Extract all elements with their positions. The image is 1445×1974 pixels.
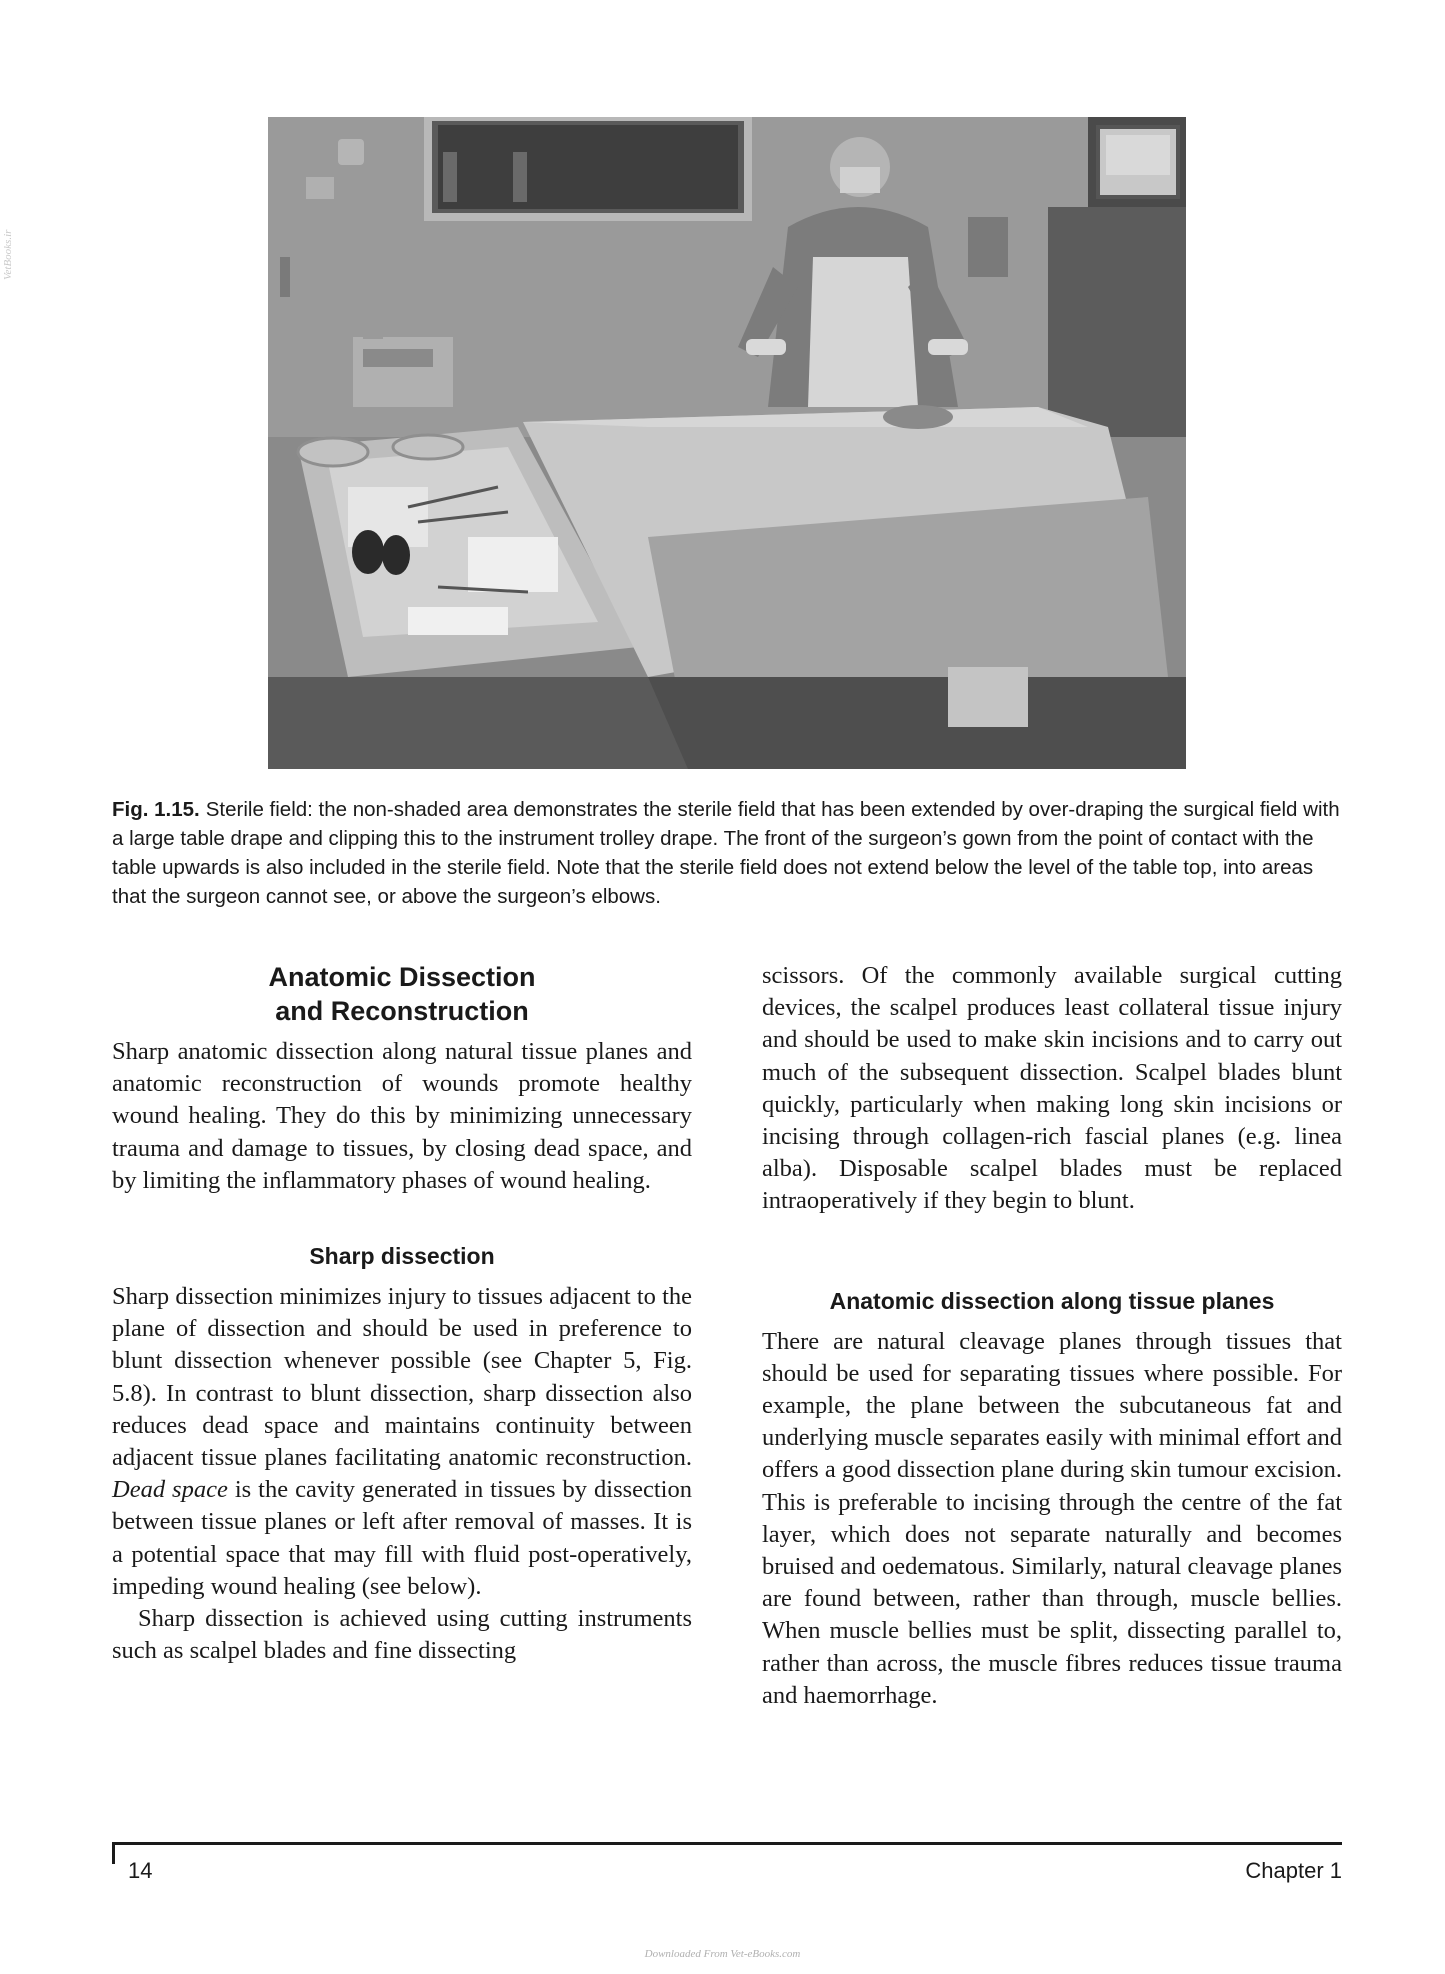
footer-corner-mark (112, 1842, 115, 1864)
cutting-instruments-paragraph: Sharp dissection is achieved using cutting instruments such as scalpel blades and fine dissecting (112, 1605, 692, 1665)
subheading-tissue-planes: Anatomic dissection along tissue planes (829, 1287, 1275, 1314)
intro-paragraph: Sharp anatomic dissection along natural tissue planes and anatomic reconstruction of wounds promote healthy wound healing. They do this by minimizing unnecessary trauma and damage to tissues, by closing dead space, and by limiting the inflammatory phases of wound healing. (112, 1038, 692, 1194)
subheading-sharp-dissection: Sharp dissection (309, 1243, 495, 1270)
running-footer-chapter: Chapter 1 (1245, 1858, 1342, 1883)
section-heading-line1: Anatomic Dissection (268, 962, 536, 992)
side-watermark: VetBooks.ir (2, 229, 14, 280)
figure-caption (112, 795, 1342, 911)
download-watermark: Downloaded From Vet-eBooks.com (644, 1948, 801, 1960)
right-column (762, 960, 1342, 1712)
section-heading (112, 960, 692, 1028)
dead-space-term: Dead space (112, 1476, 228, 1504)
left-column (112, 960, 692, 1667)
footer-rule (112, 1842, 1342, 1845)
sharp-dissection-paragraph (112, 1281, 692, 1603)
sharp-dissection-text-b: is the cavity generated in tissues by dissection between tissue planes or left after removal of masses. It is a potential space that may fill with fluid post-operatively, impeding wound healing (see below). (112, 1476, 692, 1600)
sharp-dissection-text-a: Sharp dissection minimizes injury to tissues adjacent to the plane of dissection and should be used in preference to blunt dissection whenever possible (see Chapter 5, Fig. 5.8). In contrast to blunt dissection, sharp dissection also reduces dead space and maintains continuity between adjacent tissue planes facilitating anatomic reconstruction. (112, 1283, 692, 1472)
section-heading-line2: and Reconstruction (275, 996, 529, 1026)
figure-photo (268, 117, 1186, 769)
caption-label: Fig. 1.15. (112, 798, 200, 821)
tissue-planes-paragraph: There are natural cleavage planes through tissues that should be used for separating tissues where possible. For example, the plane between the subcutaneous fat and underlying muscle separates easily with minimal effort and offers a good dissection plane during skin tumour excision. This is preferable to incising through the centre of the fat layer, which does not separate naturally and becomes bruised and oedematous. Similarly, natural cleavage planes are found between, rather than through, muscle bellies. When muscle bellies must be split, dissecting parallel to, rather than across, the muscle fibres reduces tissue trauma and haemorrhage. (762, 1327, 1342, 1709)
page-number: 14 (128, 1858, 153, 1883)
caption-text: Sterile field: the non-shaded area demonstrates the sterile field that has been extended by over-draping the surgical field with a large table drape and clipping this to the instrument trolley drape. The front of the surgeon’s gown from the point of contact with the table upwards is also included in the sterile field. Note that the sterile field does not extend below the level of the table top, into areas that the surgeon cannot see, or above the surgeon’s elbows. (112, 798, 1340, 908)
operating-room-photo (268, 117, 1186, 769)
scalpel-paragraph: scissors. Of the commonly available surgical cutting devices, the scalpel produces least collateral tissue injury and should be used to make skin incisions and to carry out much of the subsequent dissection. Scalpel blades blunt quickly, particularly when making long skin incisions or incising through collagen-rich fascial planes (e.g. linea alba). Disposable scalpel blades must be replaced intraoperatively if they begin to blunt. (762, 962, 1342, 1215)
